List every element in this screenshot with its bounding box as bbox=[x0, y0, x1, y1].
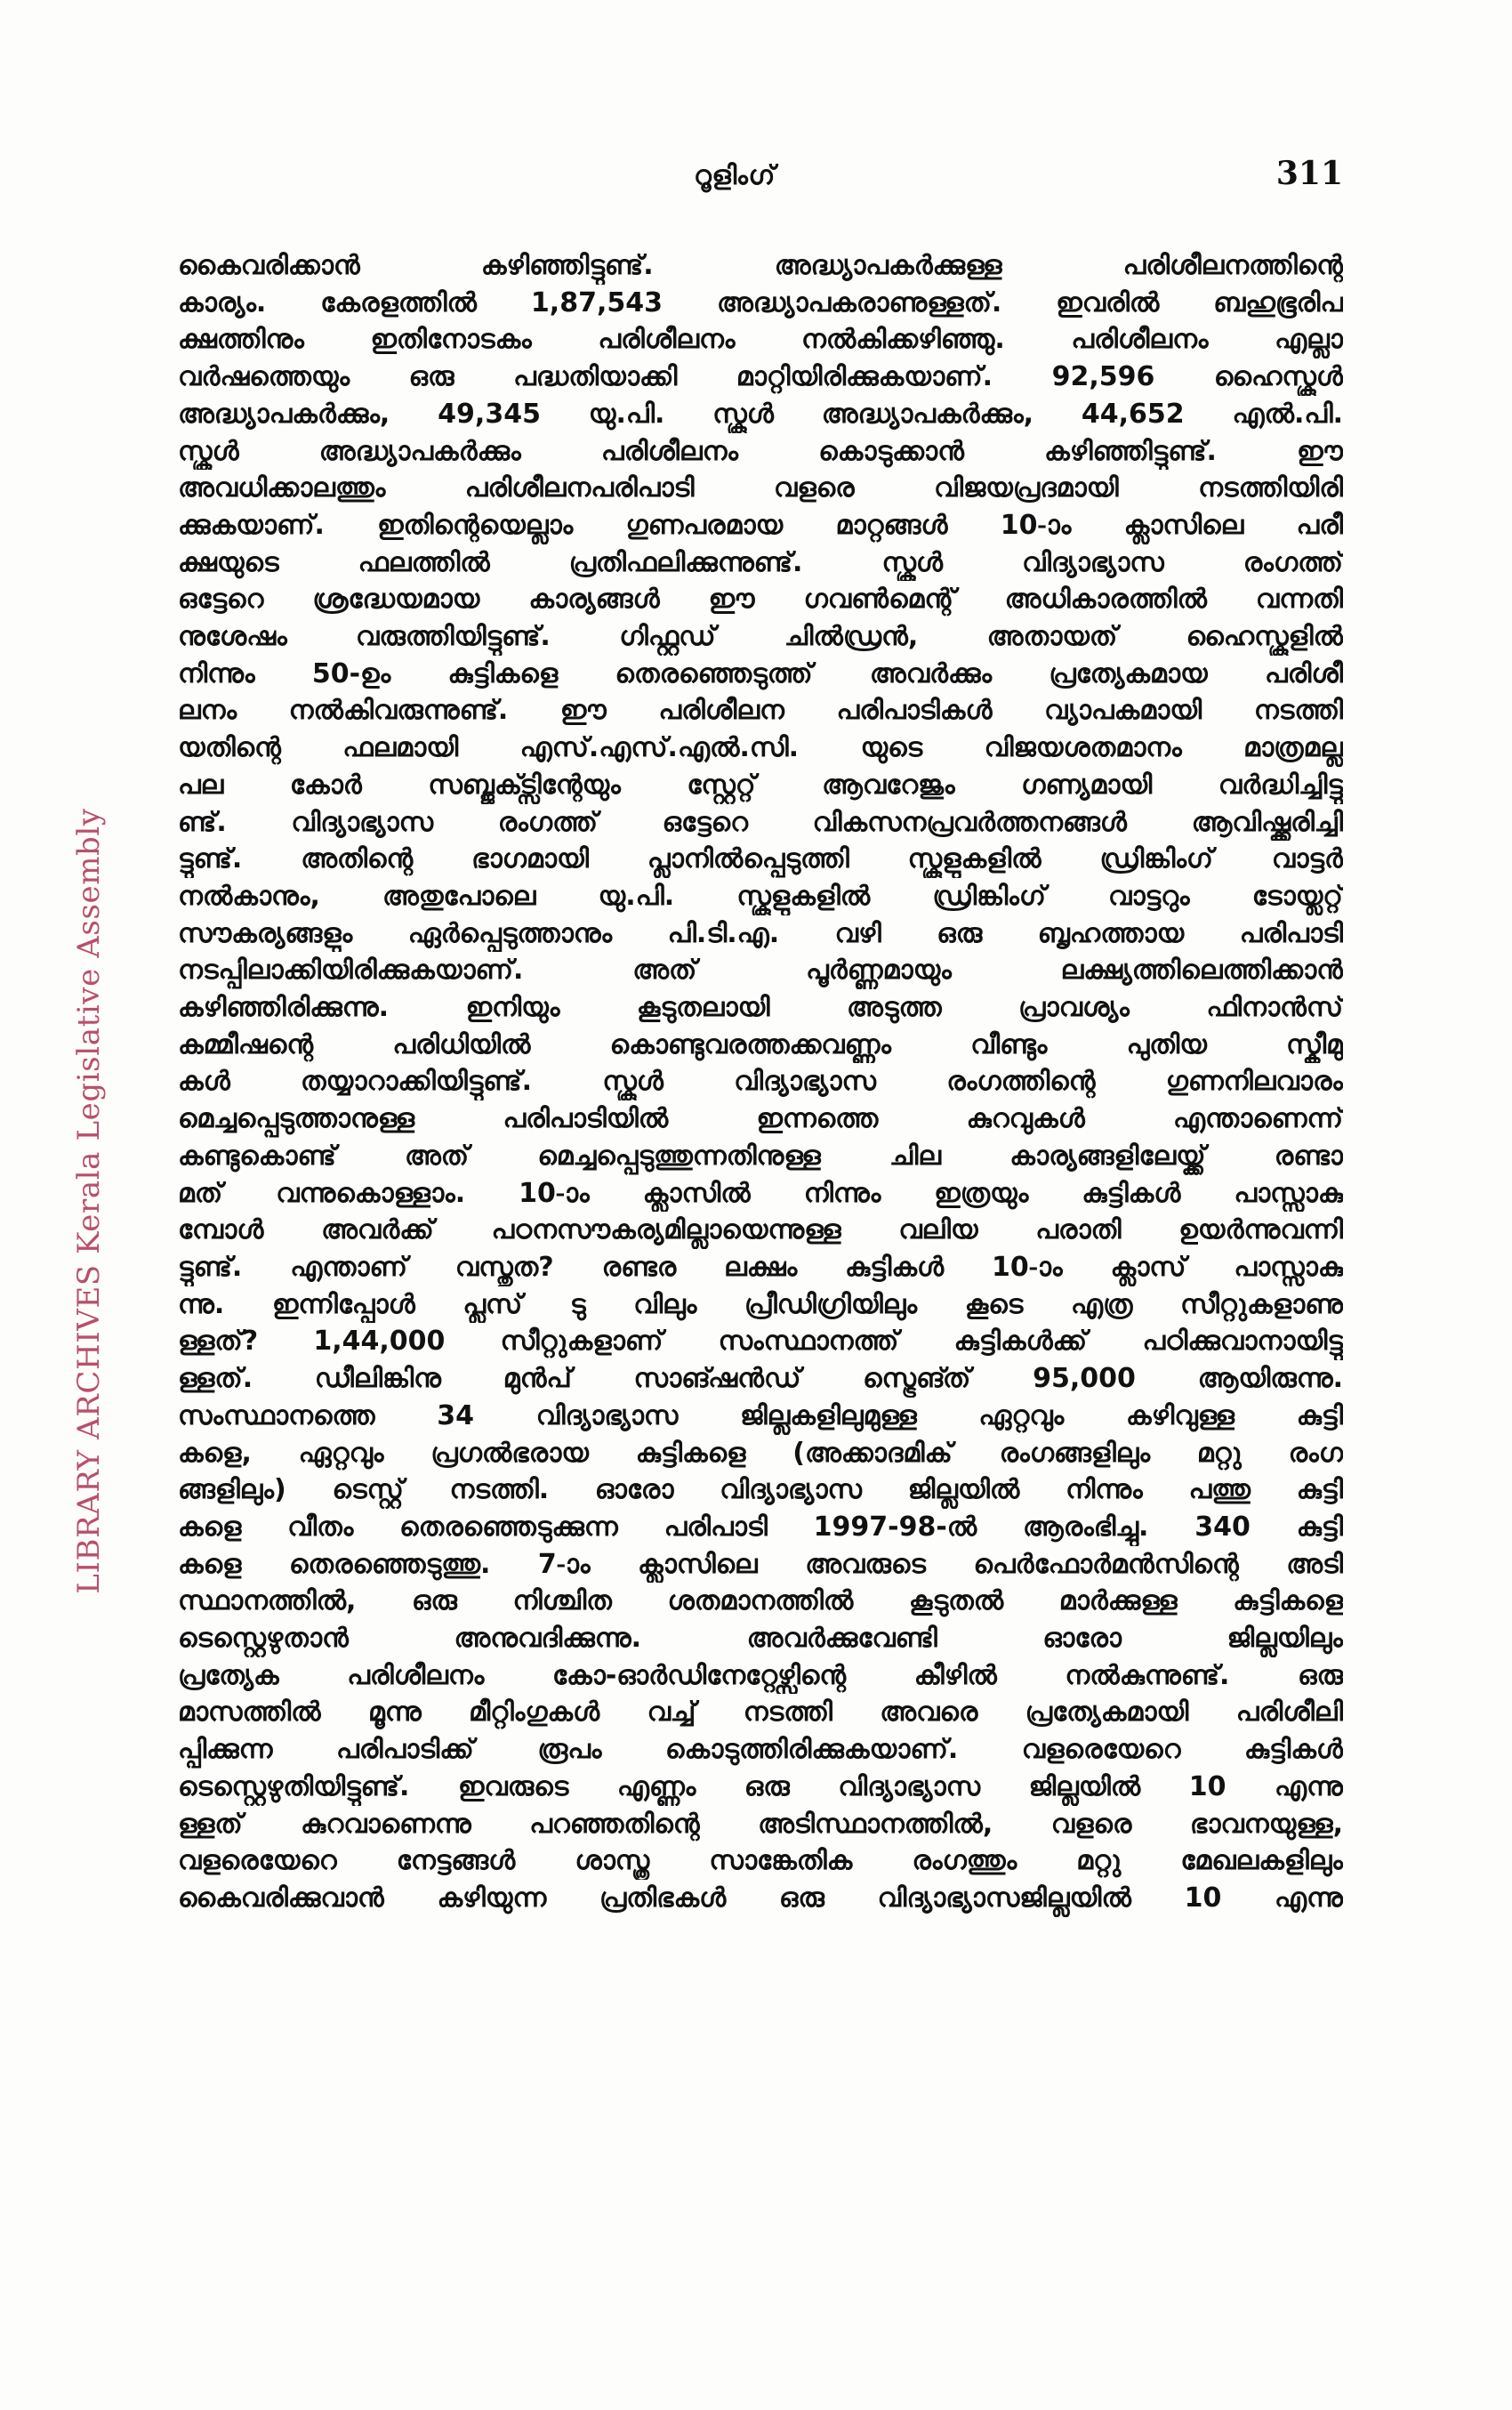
body-line: ഒട്ടേറെ ശ്രദ്ധേയമായ കാര്യങ്ങൾ ഈ ഗവൺമെന്റ് അധികാരത്തിൽ വന്നതി bbox=[178, 584, 1343, 616]
body-line: വർഷത്തെയും ഒരു പദ്ധതിയാക്കി മാറ്റിയിരിക്കുകയാണ്. 92,596 ഹൈസ്കൂൾ bbox=[178, 361, 1343, 393]
body-line: കളെ വീതം തെരഞ്ഞെടുക്കുന്ന പരിപാടി 1997-98-ൽ ആരംഭിച്ചു. 340 കുട്ടി bbox=[178, 1511, 1343, 1543]
body-line: കഴിഞ്ഞിരിക്കുന്നു. ഇനിയും കൂടുതലായി അടുത്ത പ്രാവശ്യം ഫിനാൻസ് bbox=[178, 992, 1343, 1024]
body-line: ണ്ട്. വിദ്യാഭ്യാസ രംഗത്ത് ഒട്ടേറെ വികസനപ്രവർത്തനങ്ങൾ ആവിഷ്ക്കരിച്ചി bbox=[178, 806, 1343, 838]
body-line: സ്കൂൾ അദ്ധ്യാപകർക്കും പരിശീലനം കൊടുക്കാൻ കഴിഞ്ഞിട്ടുണ്ട്. ഈ bbox=[178, 435, 1343, 467]
body-line: സൗകര്യങ്ങളും ഏർപ്പെടുത്താനും പി.ടി.എ. വഴി ഒരു ബൃഹത്തായ പരിപാടി bbox=[178, 917, 1343, 949]
body-line: ട്ടുണ്ട്. അതിന്റെ ഭാഗമായി പ്ലാനിൽപ്പെടുത്തി സ്കൂളുകളിൽ ഡ്രിങ്കിംഗ് വാട്ടർ bbox=[178, 843, 1343, 875]
body-line: ള്ളത്? 1,44,000 സീറ്റുകളാണ് സംസ്ഥാനത്ത് കുട്ടികൾക്ക് പഠിക്കുവാനായിട്ടു bbox=[178, 1326, 1343, 1358]
body-line: നുശേഷം വരുത്തിയിട്ടുണ്ട്. ഗിഫ്റ്റഡ് ചിൽഡ്രൻ, അതായത് ഹൈസ്കൂളിൽ bbox=[178, 621, 1343, 653]
body-line: മെച്ചപ്പെടുത്താനുള്ള പരിപാടിയിൽ ഇന്നത്തെ കുറവുകൾ എന്താണെന്ന് bbox=[178, 1103, 1343, 1135]
body-line: ന്നു. ഇന്നിപ്പോൾ പ്ലസ് ടു വിലും പ്രീഡിഗ്രിയിലും കൂടെ എത്ര സീറ്റുകളാണു bbox=[178, 1288, 1343, 1320]
archive-watermark: LIBRARY ARCHIVES Kerala Legislative Assembly bbox=[71, 808, 107, 1594]
body-line: അവധിക്കാലത്തും പരിശീലനപരിപാടി വളരെ വിജയപ്രദമായി നടത്തിയിരി bbox=[178, 472, 1343, 504]
body-line: ള്ളത് കുറവാണെന്നു പറഞ്ഞതിന്റെ അടിസ്ഥാനത്തിൽ, വളരെ ഭാവനയുള്ള, bbox=[178, 1808, 1343, 1840]
body-line: ലനം നൽകിവരുന്നുണ്ട്. ഈ പരിശീലന പരിപാടികൾ വ്യാപകമായി നടത്തി bbox=[178, 695, 1343, 727]
body-line: കാര്യം. കേരളത്തിൽ 1,87,543 അദ്ധ്യാപകരാണുള്ളത്. ഇവരിൽ ബഹുഭൂരിപ bbox=[178, 286, 1343, 318]
body-line: കമ്മീഷന്റെ പരിധിയിൽ കൊണ്ടുവരത്തക്കവണ്ണം വീണ്ടും പുതിയ സ്കീമു bbox=[178, 1028, 1343, 1060]
body-line: നടപ്പിലാക്കിയിരിക്കുകയാണ്. അത് പൂർണ്ണമായും ലക്ഷ്യത്തിലെത്തിക്കാൻ bbox=[178, 955, 1343, 987]
body-line: ള്ളത്. ഡീലിങ്കിനു മുൻപ് സാങ്ഷൻഡ് സ്ട്രെങ്ത് 95,000 ആയിരുന്നു. bbox=[178, 1363, 1343, 1395]
body-line: നിന്നും 50-ഉം കുട്ടികളെ തെരഞ്ഞെടുത്ത് അവർക്കും പ്രത്യേകമായ പരിശീ bbox=[178, 657, 1343, 689]
body-line: ക്ഷയുടെ ഫലത്തിൽ പ്രതിഫലിക്കുന്നുണ്ട്. സ്കൂൾ വിദ്യാഭ്യാസ രംഗത്ത് bbox=[178, 546, 1343, 578]
page-header bbox=[178, 155, 1343, 214]
body-line: ക്ഷത്തിനും ഇതിനോടകം പരിശീലനം നൽകിക്കഴിഞ്ഞു. പരിശീലനം എല്ലാ bbox=[178, 324, 1343, 356]
body-line: മാസത്തിൽ മൂന്നു മീറ്റിംഗുകൾ വച്ച് നടത്തി അവരെ പ്രത്യേകമായി പരിശീലി bbox=[178, 1697, 1343, 1729]
body-line: സംസ്ഥാനത്തെ 34 വിദ്യാഭ്യാസ ജില്ലകളിലുമുള്ള ഏറ്റവും കഴിവുള്ള കുട്ടി bbox=[178, 1399, 1343, 1431]
body-line: മ്പോൾ അവർക്ക് പഠനസൗകര്യമില്ലായെന്നുള്ള വലിയ പരാതി ഉയർന്നുവന്നി bbox=[178, 1214, 1343, 1246]
body-line: കളെ, ഏറ്റവും പ്രഗൽഭരായ കുട്ടികളെ (അക്കാദമിക് രംഗങ്ങളിലും മറ്റു രംഗ bbox=[178, 1437, 1343, 1469]
body-line: പ്പിക്കുന്ന പരിപാടിക്ക് രൂപം കൊടുത്തിരിക്കുകയാണ്. വളരെയേറെ കുട്ടികൾ bbox=[178, 1734, 1343, 1766]
body-line: പ്രത്യേക പരിശീലനം കോ-ഓർഡിനേറ്റേഴ്സിന്റെ കീഴിൽ നൽകുന്നുണ്ട്. ഒരു bbox=[178, 1659, 1343, 1691]
page-number: 311 bbox=[1275, 155, 1343, 192]
body-line: സ്ഥാനത്തിൽ, ഒരു നിശ്ചിത ശതമാനത്തിൽ കൂടുതൽ മാർക്കുള്ള കുട്ടികളെ bbox=[178, 1585, 1343, 1617]
body-line: കൾ തയ്യാറാക്കിയിട്ടുണ്ട്. സ്കൂൾ വിദ്യാഭ്യാസ രംഗത്തിന്റെ ഗുണനിലവാരം bbox=[178, 1066, 1343, 1098]
body-line: ടെസ്റ്റെഴുതിയിട്ടുണ്ട്. ഇവരുടെ എണ്ണം ഒരു വിദ്യാഭ്യാസ ജില്ലയിൽ 10 എന്നു bbox=[178, 1770, 1343, 1802]
body-line: കണ്ടുകൊണ്ട് അത് മെച്ചപ്പെടുത്തുന്നതിനുള്ള ചില കാര്യങ്ങളിലേയ്ക്ക് രണ്ടാ bbox=[178, 1140, 1343, 1172]
body-line: കൈവരിക്കാൻ കഴിഞ്ഞിട്ടുണ്ട്. അദ്ധ്യാപകർക്കുള്ള പരിശീലനത്തിന്റെ bbox=[178, 250, 1343, 281]
body-line: യതിന്റെ ഫലമായി എസ്.എസ്.എൽ.സി. യുടെ വിജയശതമാനം മാത്രമല്ല bbox=[178, 732, 1343, 764]
running-title: റൂളിംഗ് bbox=[694, 160, 776, 191]
body-line: ങ്ങളിലും) ടെസ്റ്റ് നടത്തി. ഓരോ വിദ്യാഭ്യാസ ജില്ലയിൽ നിന്നും പത്തു കുട്ടി bbox=[178, 1474, 1343, 1506]
body-line: മത് വന്നുകൊള്ളാം. 10-ാം ക്ലാസിൽ നിന്നും ഇത്രയും കുട്ടികൾ പാസ്സാകു bbox=[178, 1177, 1343, 1209]
body-line: ക്കുകയാണ്. ഇതിന്റെയെല്ലാം ഗുണപരമായ മാറ്റങ്ങൾ 10-ാം ക്ലാസിലെ പരീ bbox=[178, 509, 1343, 541]
body-line: വളരെയേറെ നേട്ടങ്ങൾ ശാസ്ത്ര സാങ്കേതിക രംഗത്തും മറ്റു മേഖലകളിലും bbox=[178, 1845, 1343, 1877]
body-line: നൽകാനും, അതുപോലെ യു.പി. സ്കൂളുകളിൽ ഡ്രിങ്കിംഗ് വാട്ടറും ടോയ്ലറ്റ് bbox=[178, 880, 1343, 912]
body-line: ട്ടുണ്ട്. എന്താണ് വസ്തുത? രണ്ടര ലക്ഷം കുട്ടികൾ 10-ാം ക്ലാസ് പാസ്സാകു bbox=[178, 1251, 1343, 1283]
body-line: അദ്ധ്യാപകർക്കും, 49,345 യു.പി. സ്കൂൾ അദ്ധ്യാപകർക്കും, 44,652 എൽ.പി. bbox=[178, 398, 1343, 430]
body-text bbox=[178, 247, 1343, 1917]
body-line: കളെ തെരഞ്ഞെടുത്തു. 7-ാം ക്ലാസിലെ അവരുടെ പെർഫോർമൻസിന്റെ അടി bbox=[178, 1548, 1343, 1580]
body-line: ടെസ്റ്റെഴുതാൻ അനുവദിക്കുന്നു. അവർക്കുവേണ്ടി ഓരോ ജില്ലയിലും bbox=[178, 1623, 1343, 1655]
body-line: പല കോർ സബ്ജക്ട്സിന്റേയും സ്റ്റേറ്റ് ആവറേജും ഗണ്യമായി വർദ്ധിച്ചിട്ടു bbox=[178, 769, 1343, 801]
body-line: കൈവരിക്കുവാൻ കഴിയുന്ന പ്രതിഭകൾ ഒരു വിദ്യാഭ്യാസജില്ലയിൽ 10 എന്നു bbox=[178, 1882, 1343, 1914]
